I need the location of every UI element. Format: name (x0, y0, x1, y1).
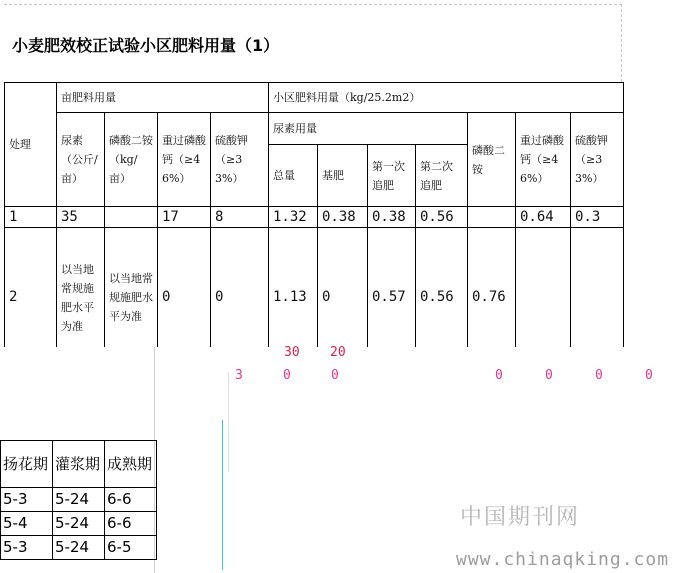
stage-cell: 5-24 (53, 536, 105, 560)
cell-superphos-plot: 0.64 (516, 207, 571, 228)
stray-value: 0 (595, 368, 603, 383)
stage-cell: 5-3 (1, 488, 53, 512)
stage-cell: 5-3 (1, 536, 53, 560)
header-treatment: 处理 (5, 83, 57, 207)
cell-urea-mu: 以当地常规施肥水平为准 (57, 228, 105, 368)
growth-stage-table (0, 440, 157, 560)
cell-id: 2 (5, 228, 57, 368)
header-k2so4-plot: 硫酸钾（≥33%） (571, 113, 624, 207)
watermark-url: www.chinaqking.com (456, 549, 670, 570)
stray-value: 0 (331, 368, 339, 383)
header-urea-mu: 尿素（公斤/亩） (57, 113, 105, 207)
cell-id: 1 (5, 207, 57, 228)
cell-top1: 0.57 (368, 228, 416, 368)
cell-top2: 0.56 (416, 228, 468, 368)
table-row (5, 207, 624, 228)
cell-total: 1.32 (269, 207, 318, 228)
cell-dap-plot: 0.76 (468, 228, 516, 368)
header-superphos-mu: 重过磷酸钙（≥46%） (158, 113, 211, 207)
cyan-rule (222, 420, 223, 570)
header-total: 总量 (269, 145, 318, 207)
cell-base: 0 (318, 228, 368, 368)
stage-header: 成熟期 (105, 441, 157, 488)
stage-cell: 6-5 (105, 536, 157, 560)
stage-header: 灌浆期 (53, 441, 105, 488)
header-base: 基肥 (318, 145, 368, 207)
stage-cell: 6-6 (105, 512, 157, 536)
stage-cell: 5-24 (53, 512, 105, 536)
cell-superphos-mu: 0 (158, 228, 211, 368)
stray-value: 0 (645, 368, 653, 383)
cell-k2so4-mu: 8 (211, 207, 269, 228)
stage-cell: 5-4 (1, 512, 53, 536)
fragment-divider (228, 372, 229, 472)
table-row (1, 488, 157, 512)
stray-value: 0 (283, 368, 291, 383)
fertilizer-table (4, 82, 624, 368)
watermark-name: 中国期刊网 (460, 505, 581, 530)
cell-dap-mu: 以当地常规施肥水平为准 (105, 228, 158, 368)
table-row (1, 512, 157, 536)
cell-dap-plot (468, 207, 516, 228)
table-row (1, 536, 157, 560)
stray-value: 0 (545, 368, 553, 383)
stray-value: 3 (235, 368, 243, 383)
header-dap-mu: 磷酸二铵（kg/亩） (105, 113, 158, 207)
cell-top2: 0.56 (416, 207, 468, 228)
cell-superphos-mu: 17 (158, 207, 211, 228)
stray-value: 0 (495, 368, 503, 383)
stray-value: 30 (284, 345, 300, 360)
header-urea-plot: 尿素用量 (269, 113, 468, 145)
cell-top1: 0.38 (368, 207, 416, 228)
stage-cell: 5-24 (53, 488, 105, 512)
cell-total: 1.13 (269, 228, 318, 368)
table-title: 小麦肥效校正试验小区肥料用量（1） (12, 36, 280, 55)
cell-k2so4-plot: 0.3 (571, 207, 624, 228)
stage-header: 扬花期 (1, 441, 53, 488)
stray-value: 20 (330, 345, 346, 360)
header-superphos-plot: 重过磷酸钙（≥46%） (516, 113, 571, 207)
cell-base: 0.38 (318, 207, 368, 228)
cell-urea-mu: 35 (57, 207, 105, 228)
stage-cell: 6-6 (105, 488, 157, 512)
header-k2so4-mu: 硫酸钾（≥33%） (211, 113, 269, 207)
header-plot-group: 小区肥料用量（kg/25.2m2） (269, 83, 624, 113)
header-top1: 第一次追肥 (368, 145, 416, 207)
header-dap-plot: 磷酸二铵 (468, 113, 516, 207)
cell-dap-mu (105, 207, 158, 228)
cell-k2so4-mu: 0 (211, 228, 269, 368)
header-top2: 第二次追肥 (416, 145, 468, 207)
header-mu-group: 亩肥料用量 (57, 83, 269, 113)
